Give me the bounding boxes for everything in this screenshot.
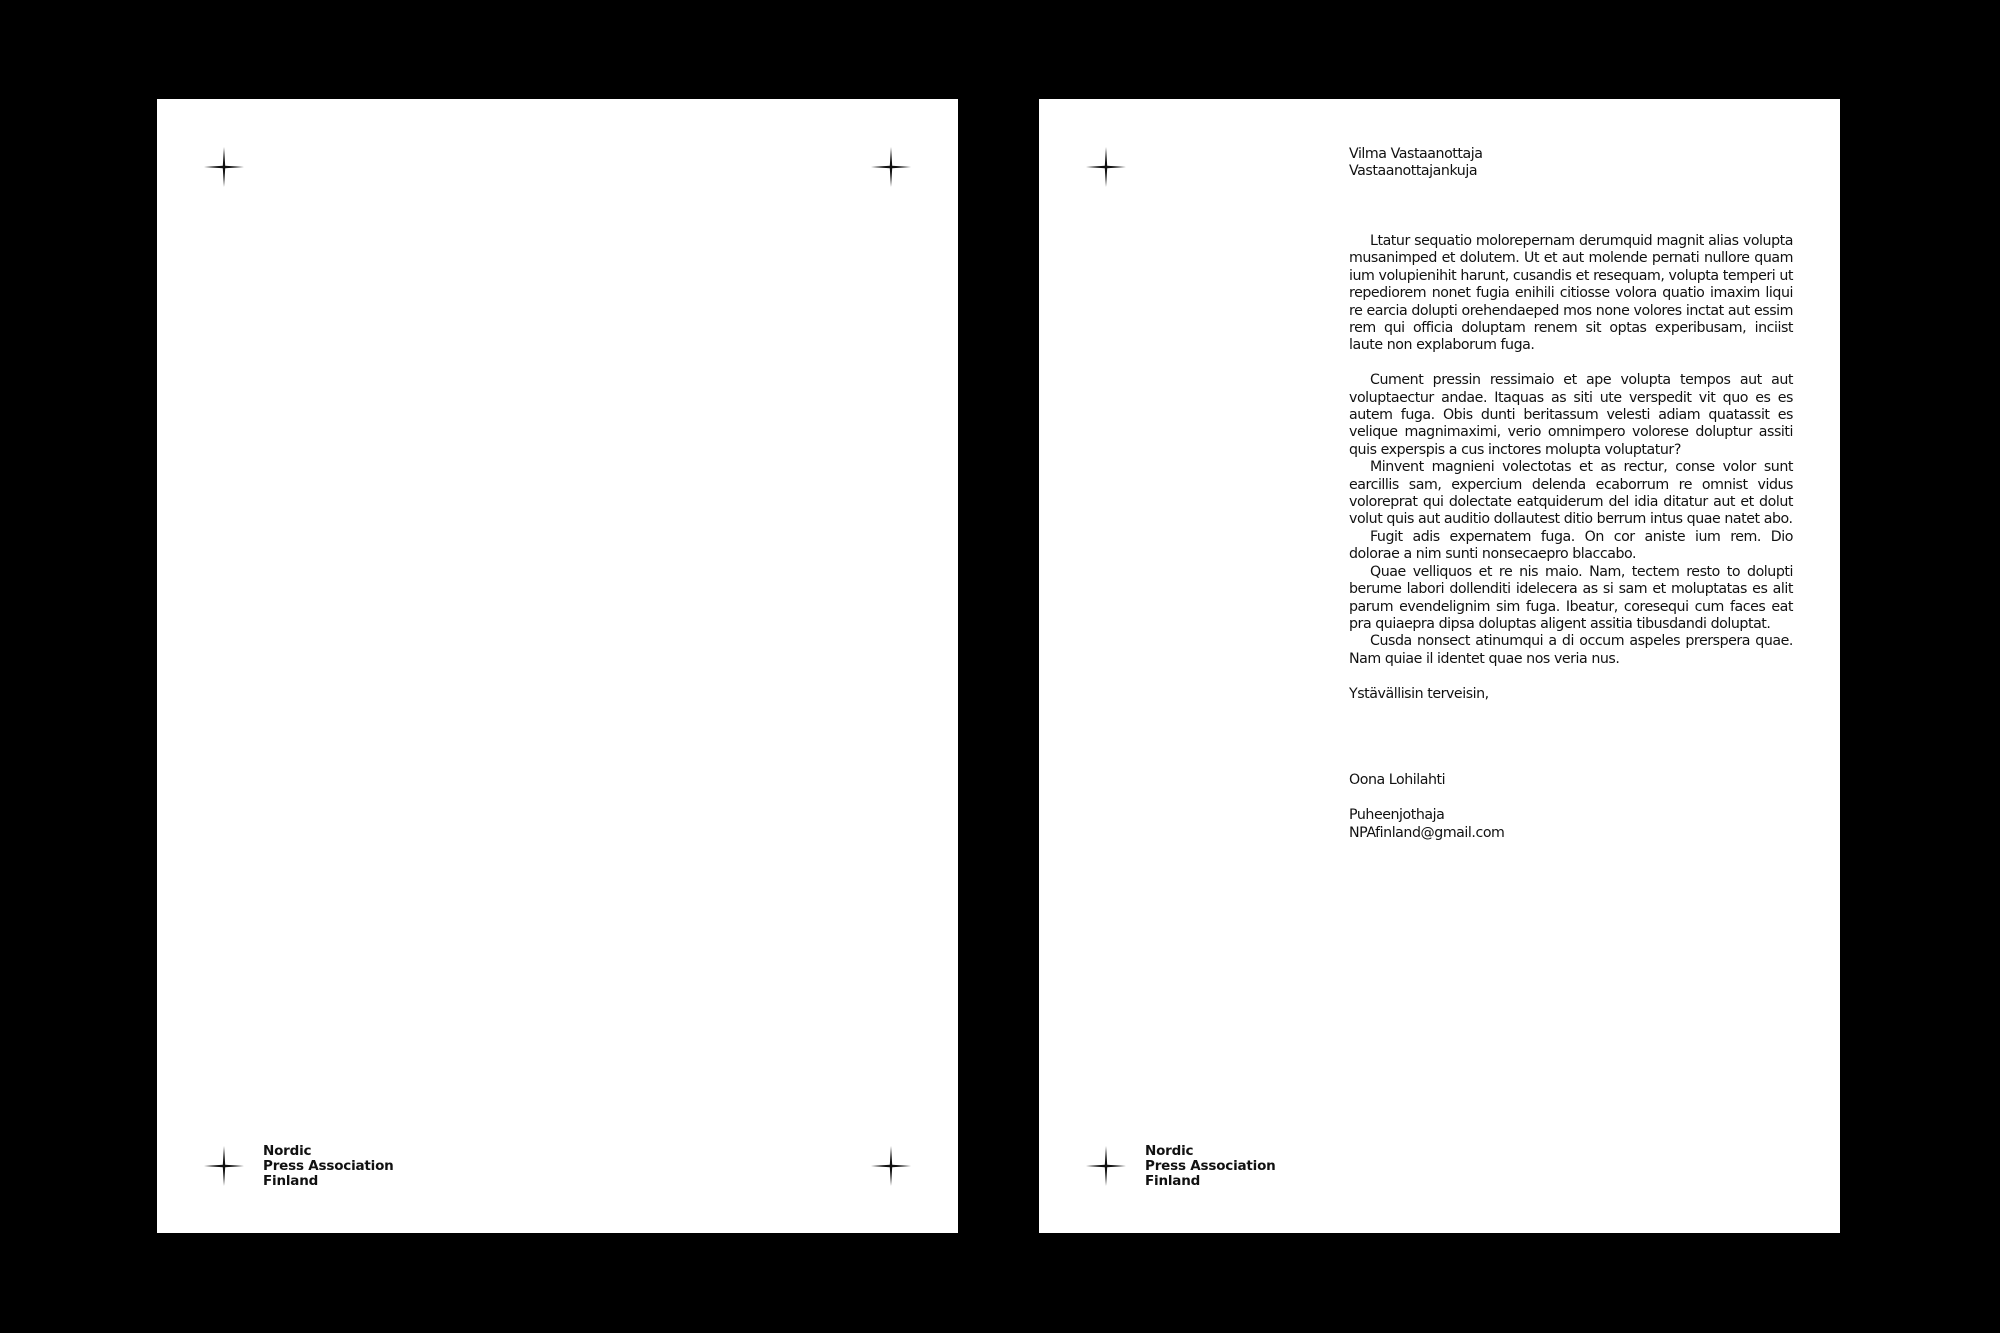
organization-name-line1: Nordic: [263, 1143, 312, 1159]
recipient-address: [1349, 146, 1793, 181]
letterhead-page-letter: [1039, 99, 1840, 1233]
organization-name-line1: Nordic: [1145, 1143, 1194, 1159]
four-point-star-icon: [1086, 1146, 1126, 1186]
organization-logo: [263, 1144, 394, 1189]
letter-paragraph: Minvent magnieni volectotas et as rectur, conse volor sunt earcillis sam, expercium delenda ecaborrum re omnist vidus voloreprat qui dolectate eatquiderum del idia ditatur aut et dolut volut quis aut auditio dollautest ditio berrum intus quae natet abo.: [1349, 459, 1793, 528]
four-point-star-icon: [871, 1146, 911, 1186]
letter-paragraph: Fugit adis expernatem fuga. On cor aniste ium rem. Dio dolorae a nim sunti nonsecaepro blaccabo.: [1349, 528, 1793, 563]
signature-block: [1349, 772, 1793, 842]
organization-name-line2: Press Association: [263, 1158, 394, 1174]
four-point-star-icon: [871, 147, 911, 187]
four-point-star-icon: [1086, 147, 1126, 187]
signer-title: Puheenjothaja: [1349, 807, 1445, 824]
letter-paragraph: Quae velliquos et re nis maio. Nam, tectem resto to dolupti berume labori dollenditi idelecera as si sam et moluptatas es alit parum evendelignim sim fuga. Ibeatur, coresequi cum faces eat pra quiaepra dipsa doluptas aligent assitia tibusdandi doluptat.: [1349, 563, 1793, 632]
letterhead-page-blank: [157, 99, 958, 1233]
organization-name-line3: Finland: [1145, 1173, 1201, 1189]
four-point-star-icon: [204, 1146, 244, 1186]
signer-name: Oona Lohilahti: [1349, 772, 1446, 789]
organization-name-line2: Press Association: [1145, 1158, 1276, 1174]
four-point-star-icon: [204, 147, 244, 187]
organization-logo: [1145, 1144, 1276, 1189]
letter-paragraph: Cument pressin ressimaio et ape volupta tempos aut aut voluptaectur andae. Itaquas as siti ute verspedit vit quo es es autem fuga. Obis dunti beritassum velesti adiam quatassit es velique magnimaximi, verio omnimpero volorese doluptur assiti quis experspis a cus inctores molupta voluptatur?: [1349, 372, 1793, 458]
letter-closing: Ystävällisin terveisin,: [1349, 685, 1489, 702]
recipient-street: Vastaanottajankuja: [1349, 163, 1478, 180]
organization-name-line3: Finland: [263, 1173, 319, 1189]
letter-paragraph: Ltatur sequatio molorepernam derumquid magnit alias volupta musanimped et dolutem. Ut et aut molende pernati nullore quam ium volupienihit harunt, cusandis et resequam, volupta temperi ut repediorem nonet fugia enihili citiosse volora quatio imaxim liqui re earcia dolupti orehendaeped mos none volores inctat aut essim rem qui officia doluptam renem sit optas experibusam, inciist laute non explaborum fuga.: [1349, 232, 1793, 354]
letter-paragraph: Cusda nonsect atinumqui a di occum aspeles prerspera quae. Nam quiae il identet quae nos veria nus.: [1349, 633, 1793, 667]
signer-email: NPAfinland@gmail.com: [1349, 824, 1505, 841]
recipient-name: Vilma Vastaanottaja: [1349, 146, 1483, 162]
letter-body: [1349, 146, 1793, 842]
